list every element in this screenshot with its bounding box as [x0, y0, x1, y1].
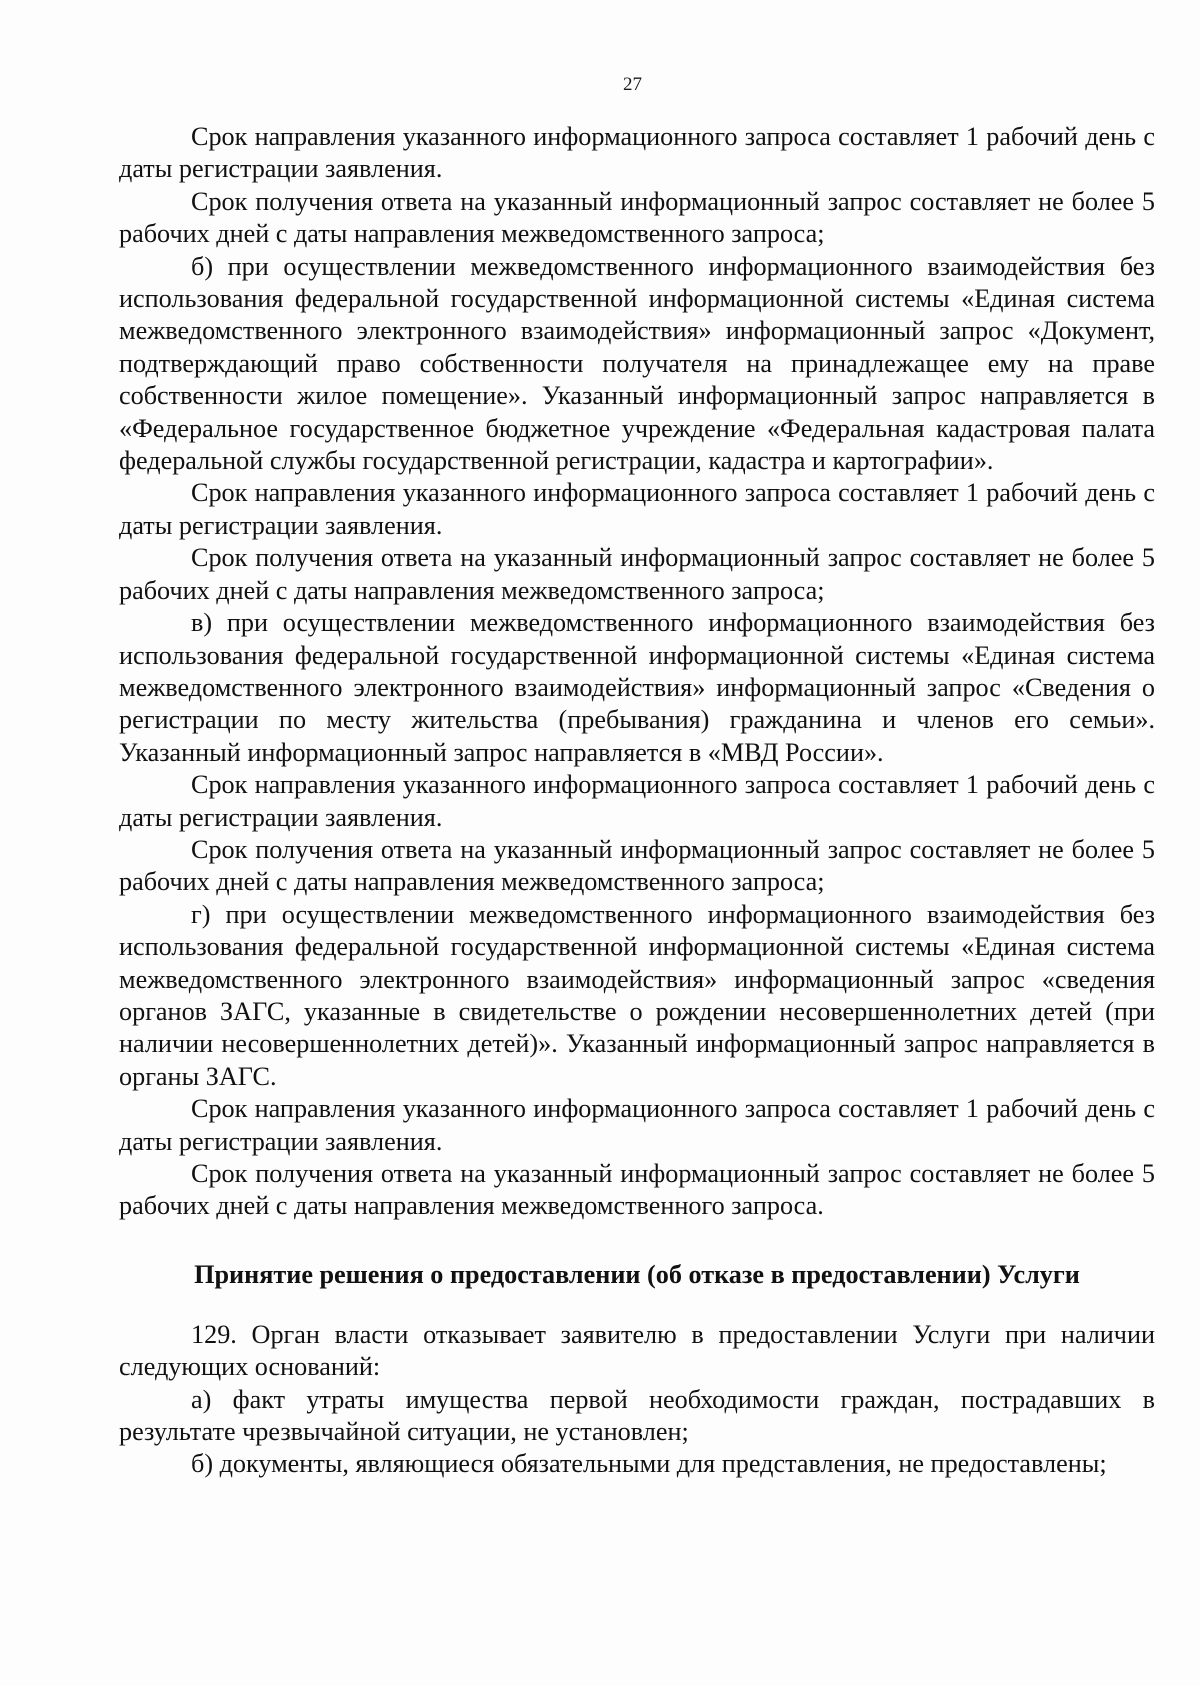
document-body	[119, 121, 1155, 1481]
paragraph: 129. Орган власти отказывает заявителю в предоставлении Услуги при наличии следующих оснований:	[119, 1319, 1155, 1382]
section-heading: Принятие решения о предоставлении (об отказе в предоставлении) Услуги	[194, 1259, 1080, 1289]
paragraph: г) при осуществлении межведомственного информационного взаимодействия без использования федеральной государственной информационной системы «Единая система межведомственного электронного взаимодействия» информационный запрос «сведения органов ЗАГС, указанные в свидетельстве о рождении несовершеннолетних детей (при наличии несовершеннолетних детей)». Указанный информационный запрос направляется в органы ЗАГС.	[119, 899, 1155, 1091]
paragraph: б) документы, являющиеся обязательными для представления, не предоставлены;	[191, 1449, 1107, 1479]
paragraph: Срок направления указанного информационного запроса составляет 1 рабочий день с даты регистрации заявления.	[119, 1094, 1155, 1156]
paragraph: Срок направления указанного информационного запроса составляет 1 рабочий день с даты регистрации заявления.	[119, 770, 1155, 832]
paragraph: б) при осуществлении межведомственного информационного взаимодействия без использования федеральной государственной информационной системы «Единая система межведомственного электронного взаимодействия» информационный запрос «Документ, подтверждающий право собственности получателя на принадлежащее ему на праве собственности жилое помещение». Указанный информационный запрос направляется в «Федеральное государственное бюджетное учреждение «Федеральная кадастровая палата федеральной службы государственной регистрации, кадастра и картографии».	[119, 251, 1155, 476]
paragraph: Срок направления указанного информационного запроса составляет 1 рабочий день с даты регистрации заявления.	[119, 478, 1155, 540]
paragraph: Срок направления указанного информационного запроса составляет 1 рабочий день с даты регистрации заявления.	[119, 122, 1155, 184]
page-number: 27	[623, 74, 642, 95]
paragraph: Срок получения ответа на указанный информационный запрос составляет не более 5 рабочих дней с даты направления межведомственного запроса;	[119, 834, 1155, 897]
paragraph: Срок получения ответа на указанный информационный запрос составляет не более 5 рабочих дней с даты направления межведомственного запроса.	[119, 1159, 1155, 1221]
paragraph: Срок получения ответа на указанный информационный запрос составляет не более 5 рабочих дней с даты направления межведомственного запроса;	[119, 186, 1155, 249]
paragraph: а) факт утраты имущества первой необходимости граждан, пострадавших в результате чрезвычайной ситуации, не установлен;	[119, 1384, 1155, 1447]
paragraph: в) при осуществлении межведомственного информационного взаимодействия без использования федеральной государственной информационной системы «Единая система межведомственного электронного взаимодействия» информационный запрос «Сведения о регистрации по месту жительства (пребывания) гражданина и членов его семьи». Указанный информационный запрос направляется в «МВД России».	[119, 608, 1155, 767]
paragraph: Срок получения ответа на указанный информационный запрос составляет не более 5 рабочих дней с даты направления межведомственного запроса;	[119, 543, 1155, 605]
